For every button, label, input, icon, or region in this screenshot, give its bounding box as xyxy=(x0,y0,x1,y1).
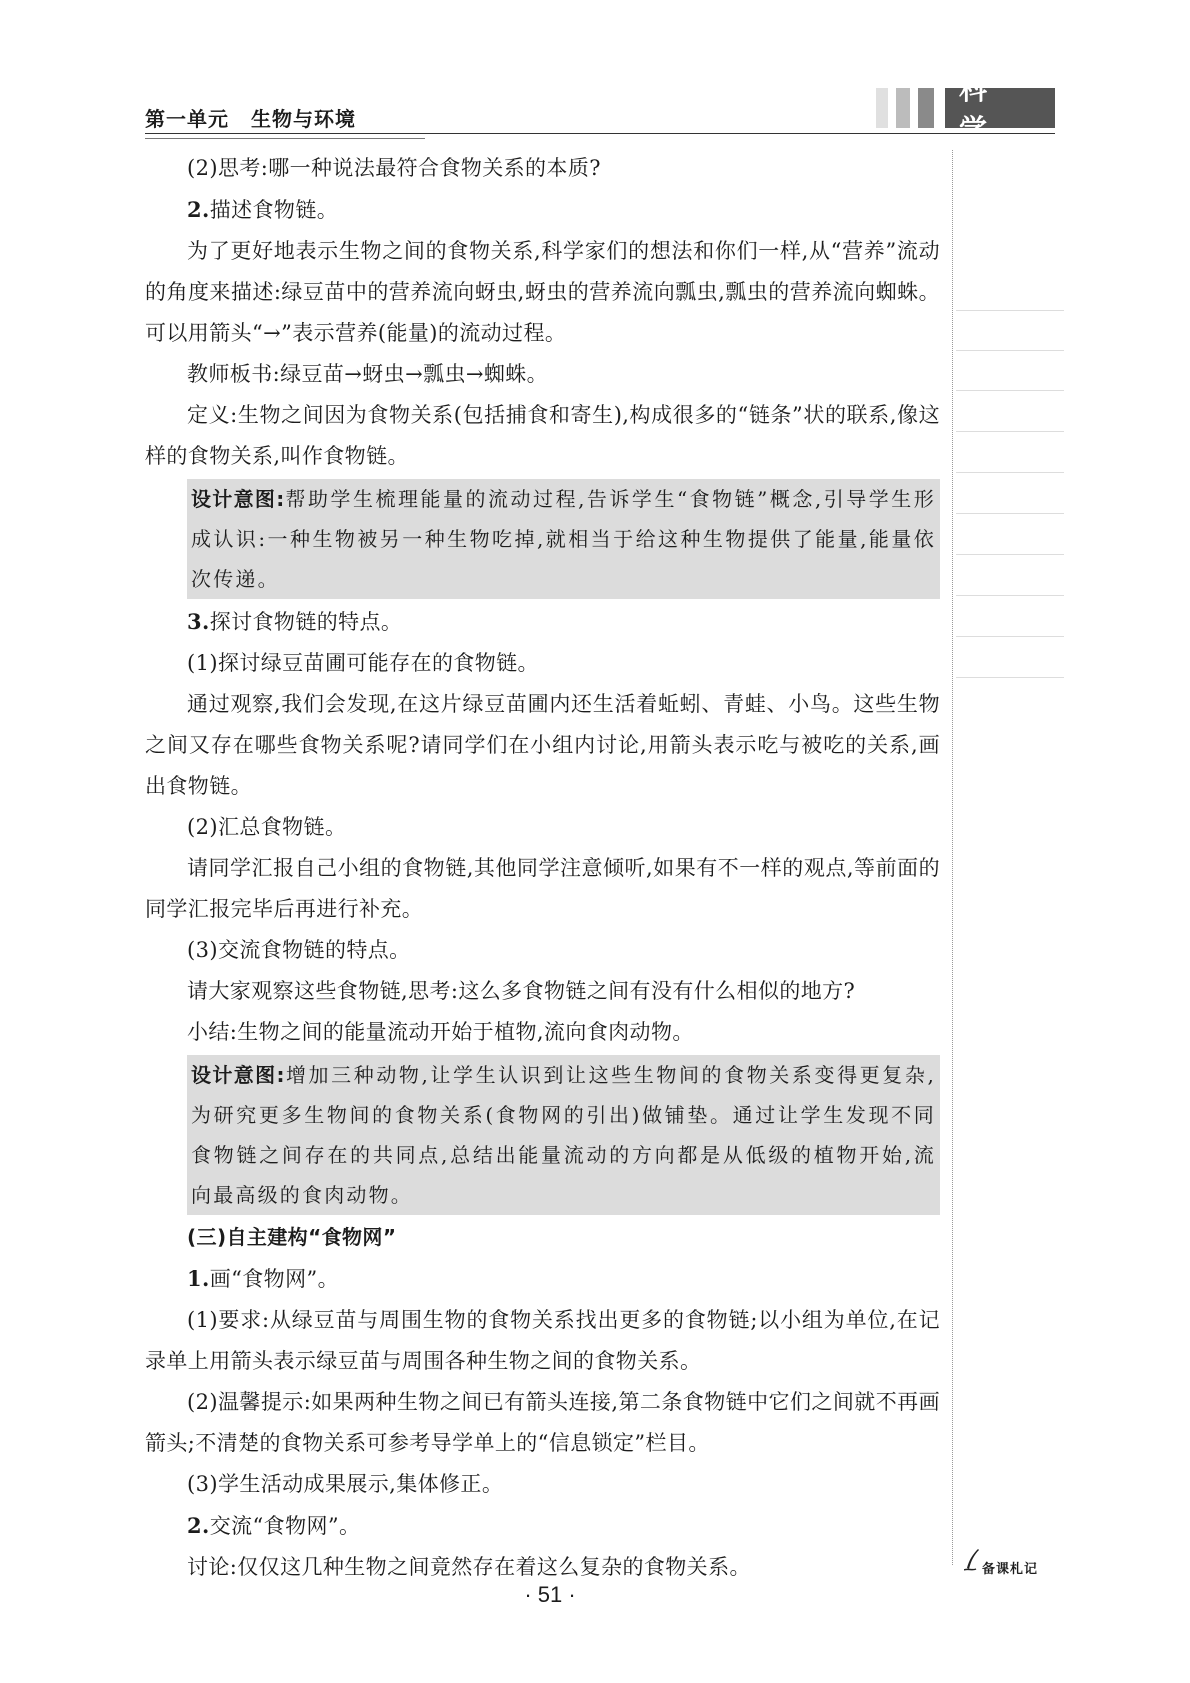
header-stripe xyxy=(876,88,888,128)
unit-number: 第一单元 xyxy=(145,107,229,131)
paragraph: 请同学汇报自己小组的食物链,其他同学注意倾听,如果有不一样的观点,等前面的同学汇报完毕后再进行补充。 xyxy=(145,856,940,921)
step-title: 描述食物链。 xyxy=(209,198,339,222)
design-intent-box xyxy=(187,1055,940,1215)
step-number: 3. xyxy=(187,609,210,634)
note-line xyxy=(956,310,1064,311)
unit-title: 生物与环境 xyxy=(251,107,356,131)
note-line xyxy=(956,677,1064,678)
paragraph: 为了更好地表示生物之间的食物关系,科学家们的想法和你们一样,从“营养”流动的角度来描述:绿豆苗中的营养流向蚜虫,蚜虫的营养流向瓢虫,瓢虫的营养流向蜘蛛。可以用箭头“→”表示营养(能量)的流动过程。 xyxy=(145,239,940,345)
notes-divider xyxy=(952,150,953,1565)
notes-label xyxy=(958,1548,1058,1578)
step-number: 2. xyxy=(187,1513,210,1538)
step-title: 探讨食物链的特点。 xyxy=(209,610,403,634)
design-intent-tag: 设计意图: xyxy=(191,1063,286,1087)
subject-badge: 科学 xyxy=(945,88,1055,128)
note-line xyxy=(956,431,1064,432)
paragraph: (1)要求:从绿豆苗与周围生物的食物关系找出更多的食物链;以小组为单位,在记录单上用箭头表示绿豆苗与周围各种生物之间的食物关系。 xyxy=(145,1308,940,1373)
main-content xyxy=(145,148,940,1588)
paragraph: 小结:生物之间的能量流动开始于植物,流向食肉动物。 xyxy=(187,1020,694,1044)
paragraph: 讨论:仅仅这几种生物之间竟然存在着这么复杂的食物关系。 xyxy=(187,1555,751,1579)
paragraph: 请大家观察这些食物链,思考:这么多食物链之间有没有什么相似的地方? xyxy=(187,979,856,1003)
paragraph: 定义:生物之间因为食物关系(包括捕食和寄生),构成很多的“链条”状的联系,像这样的食物关系,叫作食物链。 xyxy=(145,403,940,468)
step-title: 画“食物网”。 xyxy=(209,1267,340,1291)
header-stripe xyxy=(918,88,934,128)
pen-icon xyxy=(964,1548,980,1572)
paragraph: (3)交流食物链的特点。 xyxy=(187,938,411,962)
paragraph: (2)温馨提示:如果两种生物之间已有箭头连接,第二条食物链中它们之间就不再画箭头;不清楚的食物关系可参考导学单上的“信息锁定”栏目。 xyxy=(145,1390,940,1455)
header-stripe xyxy=(896,88,910,128)
section-heading: (三)自主建构“食物网” xyxy=(187,1225,397,1249)
paragraph: 教师板书:绿豆苗→蚜虫→瓢虫→蜘蛛。 xyxy=(187,362,549,386)
paragraph xyxy=(145,601,940,643)
paragraph: 通过观察,我们会发现,在这片绿豆苗圃内还生活着蚯蚓、青蛙、小鸟。这些生物之间又存在哪些食物关系呢?请同学们在小组内讨论,用箭头表示吃与被吃的关系,画出食物链。 xyxy=(145,692,940,798)
paragraph: (2)思考:哪一种说法最符合食物关系的本质? xyxy=(187,156,601,180)
page-number: · 51 · xyxy=(524,1582,576,1607)
unit-heading xyxy=(145,103,356,132)
design-intent-text: 增加三种动物,让学生认识到让这些生物间的食物关系变得更复杂,为研究更多生物间的食物关系(食物网的引出)做铺垫。通过让学生发现不同食物链之间存在的共同点,总结出能量流动的方向都是从低级的植物开始,流向最高级的食肉动物。 xyxy=(191,1063,936,1207)
paragraph: (1)探讨绿豆苗圃可能存在的食物链。 xyxy=(187,651,539,675)
design-intent-text: 帮助学生梳理能量的流动过程,告诉学生“食物链”概念,引导学生形成认识:一种生物被另一种生物吃掉,就相当于给这种生物提供了能量,能量依次传递。 xyxy=(191,487,936,591)
note-line xyxy=(956,513,1064,514)
design-intent-tag: 设计意图: xyxy=(191,487,286,511)
header-rule xyxy=(145,133,1055,134)
note-line xyxy=(956,554,1064,555)
design-intent-box xyxy=(187,479,940,599)
note-line xyxy=(956,472,1064,473)
paragraph xyxy=(145,1258,940,1300)
paragraph xyxy=(145,1505,940,1547)
header-subrule xyxy=(145,138,425,139)
note-line xyxy=(956,350,1064,351)
note-line xyxy=(956,595,1064,596)
paragraph: (3)学生活动成果展示,集体修正。 xyxy=(187,1472,504,1496)
notes-label-text: 备课札记 xyxy=(982,1562,1039,1577)
note-line xyxy=(956,636,1064,637)
step-number: 2. xyxy=(187,197,210,222)
paragraph: (2)汇总食物链。 xyxy=(187,815,347,839)
note-line xyxy=(956,390,1064,391)
step-title: 交流“食物网”。 xyxy=(209,1514,361,1538)
step-number: 1. xyxy=(187,1266,210,1291)
paragraph xyxy=(145,189,940,231)
